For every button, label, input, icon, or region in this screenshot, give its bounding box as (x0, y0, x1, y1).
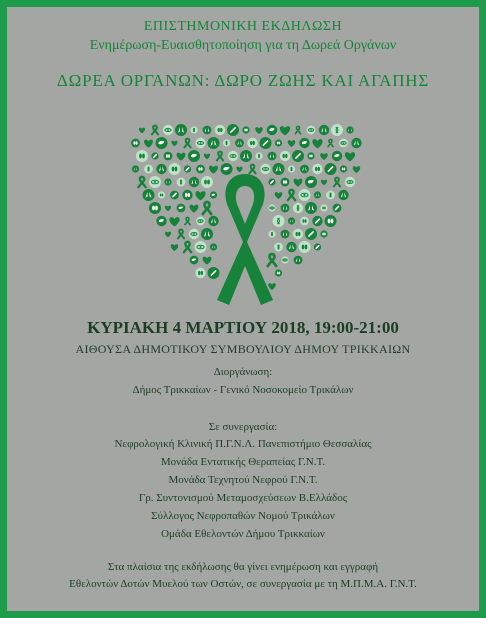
ribbon-icon (334, 178, 340, 187)
partner-item: Ομάδα Εθελοντών Δήμου Τρικκαίων (161, 528, 325, 540)
bone-icon (208, 267, 220, 279)
kidney-icon (131, 139, 140, 148)
liver-icon (210, 191, 217, 198)
organizer-label: Διοργάνωση: (213, 366, 273, 378)
organizer-name: Δήμος Τρικκαίων - Γενικό Νοσοκομείο Τρικάλων (132, 384, 354, 396)
dna-icon (331, 124, 343, 136)
eye-icon (163, 125, 173, 135)
partner-item: Μονάδα Τεχνητού Νεφρού Γ.Ν.Τ. (168, 474, 318, 486)
poster (7, 7, 479, 611)
dna-icon (274, 243, 283, 252)
heart-icon (268, 283, 275, 290)
lungs-icon (240, 150, 252, 162)
lungs-icon (156, 164, 166, 174)
heart-icon (294, 179, 303, 187)
bone-icon (184, 165, 191, 172)
liver-icon (177, 204, 186, 213)
kidney-icon (281, 178, 290, 187)
kidney-icon (169, 163, 181, 175)
dna-icon (177, 178, 186, 187)
lungs-icon (175, 124, 187, 136)
ribbon-icon (268, 254, 276, 266)
footer-note: Εθελοντών Δοτών Μυελού των Οστών, σε συνεργασία με τη Μ.Π.Μ.Α. Γ.Ν.Τ. (69, 578, 417, 590)
organ-heart-graphic (125, 124, 365, 314)
lungs-icon (288, 217, 295, 224)
lungs-icon (268, 152, 277, 161)
bone-icon (170, 191, 179, 200)
kidney-icon (299, 241, 311, 253)
liver-icon (305, 176, 317, 188)
lungs-icon (305, 202, 317, 214)
lungs-icon (319, 125, 329, 135)
partner-item: Γρ. Συντονισμού Μεταμοσχεύσεων Β.Ελλάδος (138, 492, 348, 504)
event-datetime: ΚΥΡΙΑΚΗ 4 ΜΑΡΤΙΟΥ 2018, 19:00-21:00 (87, 318, 399, 337)
heart-icon (171, 141, 177, 147)
event-subtitle: Ενημέρωση-Ευαισθητοποίηση για τη Δωρεά Οργάνων (89, 38, 397, 53)
bone-icon (260, 137, 272, 149)
event-category: ΕΠΙΣΤΗΜΟΝΙΚΗ ΕΚΔΗΛΩΣΗ (143, 19, 343, 34)
partner-item: Νεφρολογική Κλινική Π.Γ.Ν.Λ. Πανεπιστήμιο Θεσσαλίας (114, 438, 372, 450)
liver-icon (299, 138, 309, 148)
lungs-icon (314, 191, 321, 198)
kidney-icon (320, 230, 327, 237)
heart-icon (190, 205, 199, 213)
event-venue: ΑΙΘΟΥΣΑ ΔΗΜΟΤΙΚΟΥ ΣΥΜΒΟΥΛΙΟΥ ΔΗΜΟΥ ΤΡΙΚΚΑΙΩΝ (75, 342, 411, 356)
heart-icon (169, 217, 179, 226)
kidney-icon (158, 191, 165, 198)
lungs-icon (235, 139, 244, 148)
eye-icon (196, 217, 205, 226)
heart-icon (312, 139, 322, 148)
footer-note: Στα πλαίσια της εκδήλωσης θα γίνει ενημέρωση και εγγραφή (107, 561, 379, 573)
liver-icon (188, 150, 200, 162)
kidney-icon (300, 217, 309, 226)
partners-label: Σε συνεργασία: (208, 421, 278, 433)
bone-icon (325, 163, 337, 175)
ribbon-icon (152, 126, 158, 135)
lungs-icon (208, 216, 218, 226)
heart-icon (280, 126, 290, 135)
lungs-icon (281, 230, 290, 239)
heart-icon (144, 140, 153, 148)
kidney-icon (215, 125, 225, 135)
bone-icon (268, 178, 275, 185)
heart-icon (165, 206, 171, 212)
kidney-icon (293, 229, 303, 239)
eye-icon (268, 204, 275, 211)
kidney-icon (312, 164, 322, 174)
heart-icon (209, 166, 218, 174)
lungs-icon (132, 165, 139, 172)
bone-icon (312, 216, 322, 226)
heart-icon (353, 166, 360, 173)
ribbon-icon (185, 217, 190, 224)
lungs-icon (281, 204, 290, 213)
kidney-icon (201, 176, 213, 188)
heart-icon (320, 153, 327, 160)
lungs-icon (143, 189, 155, 201)
ribbon-icon (217, 174, 273, 305)
heart-icon (255, 127, 262, 134)
ribbon-icon (249, 165, 255, 174)
bone-icon (227, 124, 239, 136)
bone-icon (305, 228, 317, 240)
eye-icon (195, 241, 207, 253)
bone-icon (292, 150, 304, 162)
kidney-icon (242, 126, 249, 133)
kidney-icon (340, 165, 347, 172)
eye-icon (339, 139, 348, 148)
bone-icon (333, 204, 342, 213)
kidney-icon (136, 150, 148, 162)
heart-icon (288, 140, 295, 147)
dna-icon (273, 215, 285, 227)
ribbon-icon (295, 126, 300, 133)
bone-icon (314, 243, 321, 250)
heart-icon (275, 192, 282, 199)
kidney-icon (196, 165, 205, 174)
kidney-icon (275, 269, 282, 276)
lungs-icon (201, 228, 213, 240)
event-title: ΔΩΡΕΑ ΟΡΓΑΝΩΝ: ΔΩΡΟ ΖΩΗΣ ΚΑΙ ΑΓΑΠΗΣ (56, 71, 430, 90)
kidney-icon (307, 152, 314, 159)
heart-icon (195, 191, 205, 200)
partner-item: Σύλλογος Νεφροπαθών Νομού Τρικάλων (151, 510, 335, 522)
dna-icon (326, 191, 335, 200)
dna-icon (293, 203, 303, 213)
kidney-icon (320, 204, 327, 211)
liver-icon (190, 256, 199, 265)
lungs-icon (300, 165, 309, 174)
lungs-icon (351, 138, 361, 148)
kidney-icon (247, 138, 257, 148)
ribbon-icon (178, 230, 184, 239)
heart-icon (204, 154, 210, 160)
heart-icon (345, 152, 355, 161)
heart-icon (321, 180, 327, 186)
lungs-icon (294, 256, 303, 265)
dna-icon (288, 165, 295, 172)
kidney-icon (325, 215, 337, 227)
eye-icon (149, 176, 161, 188)
dna-icon (190, 126, 197, 133)
heart-icon (177, 153, 186, 161)
ribbon-icon (203, 202, 211, 214)
kidney-icon (280, 151, 290, 161)
kidney-icon (275, 139, 282, 146)
lungs-icon (164, 178, 171, 185)
eye-icon (345, 177, 355, 187)
ribbon-icon (138, 177, 145, 187)
liver-icon (267, 125, 277, 135)
dna-icon (223, 139, 230, 146)
dna-icon (268, 230, 275, 237)
ribbon-icon (288, 190, 295, 200)
liver-icon (156, 137, 168, 149)
lungs-icon (273, 163, 285, 175)
lungs-icon (338, 190, 348, 200)
kidney-icon (182, 190, 192, 200)
ribbon-icon (184, 139, 190, 148)
kidney-icon (164, 152, 173, 161)
kidney-icon (195, 268, 205, 278)
eye-icon (228, 151, 238, 161)
eye-icon (195, 138, 205, 148)
liver-icon (156, 216, 166, 226)
ribbon-icon (217, 152, 223, 161)
ribbon-icon (328, 139, 333, 146)
bone-icon (151, 152, 158, 159)
heart-icon (171, 244, 178, 251)
heart-icon (165, 232, 171, 238)
eye-icon (260, 164, 270, 174)
heart-icon (139, 128, 145, 134)
lungs-icon (189, 177, 199, 187)
eye-icon (281, 256, 288, 263)
eye-icon (307, 126, 316, 135)
lungs-icon (286, 242, 296, 252)
dna-icon (144, 165, 153, 174)
heart-icon (236, 167, 242, 173)
liver-icon (221, 163, 233, 175)
dna-icon (255, 152, 262, 159)
lungs-icon (208, 137, 220, 149)
eye-icon (189, 229, 199, 239)
eye-icon (299, 189, 311, 201)
lungs-icon (210, 243, 217, 250)
lungs-icon (203, 126, 212, 135)
heart-icon (203, 257, 212, 265)
partner-item: Μονάδα Εντατικής Θεραπείας Γ.Ν.Τ. (160, 456, 326, 468)
ribbon-icon (184, 242, 191, 252)
liver-icon (332, 151, 342, 161)
lungs-icon (346, 126, 353, 133)
kidney-icon (149, 202, 161, 214)
